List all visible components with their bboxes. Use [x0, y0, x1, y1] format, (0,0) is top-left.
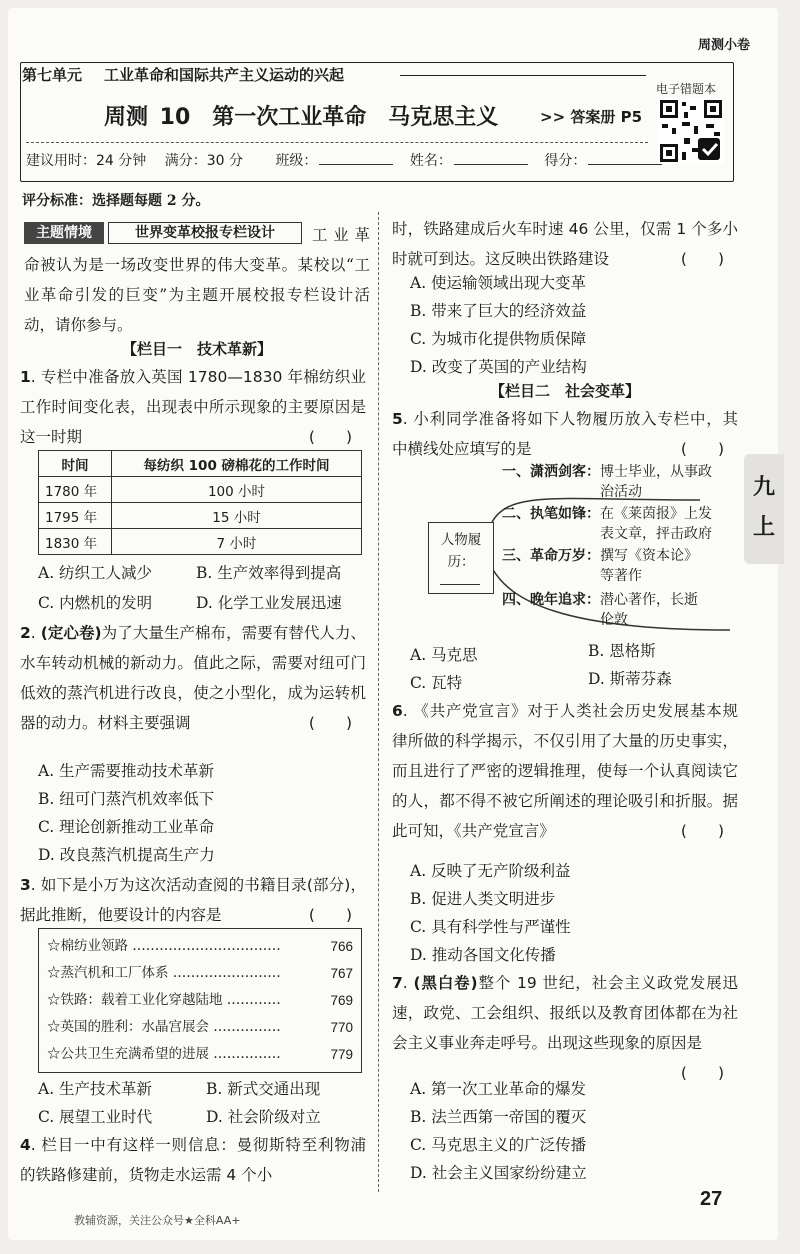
q7-answer-paren[interactable]: ( )	[680, 1064, 724, 1082]
q4-text-part1: 栏目一中有这样一则信息：曼彻斯特至利物浦的铁路修建前，货物走水运需 4 个小	[20, 1136, 366, 1184]
table-cell: 1795 年	[39, 503, 112, 529]
q5-option-a[interactable]: A. 马克思	[410, 646, 478, 664]
table-header-cell: 时间	[39, 451, 112, 477]
unit-heading	[22, 64, 366, 85]
resume-item-text: 撰写《资本论》等著作	[600, 548, 698, 584]
q7-source-tag: (黑白卷)	[413, 974, 478, 992]
q7-text: 整个 19 世纪，社会主义政党发展迅速，政党、工会组织、报纸以及教育团体都在为社会主义事业奔走呼号。出现这些现象的原因是	[392, 974, 738, 1052]
q4-option-c[interactable]: C. 为城市化提供物质保障	[410, 330, 587, 348]
book-page: 767	[330, 966, 353, 981]
list-item	[47, 1041, 353, 1068]
q1-option-c[interactable]: C. 内燃机的发明	[38, 594, 153, 612]
q3-option-b[interactable]: B. 新式交通出现	[206, 1080, 321, 1098]
column-divider	[378, 212, 379, 1192]
q6-option-c[interactable]: C. 具有科学性与严谨性	[410, 918, 571, 936]
q5-answer-paren[interactable]: ( )	[680, 440, 724, 458]
time-info: 建议用时：24 分钟	[26, 153, 147, 169]
q2-answer-paren[interactable]: ( )	[308, 714, 352, 732]
q6-option-a[interactable]: A. 反映了无产阶级利益	[410, 862, 571, 880]
scoring-rule: 评分标准：选择题每题 2 分。	[22, 193, 210, 209]
q7-option-b[interactable]: B. 法兰西第一帝国的覆灭	[410, 1108, 587, 1126]
table-cell: 1780 年	[39, 477, 112, 503]
q4-option-d[interactable]: D. 改变了英国的产业结构	[410, 358, 587, 376]
score-info: 满分：30 分	[164, 153, 243, 169]
class-field[interactable]	[319, 164, 393, 165]
section-heading-2: 【栏目二 社会变革】	[489, 382, 640, 400]
qr-label: 电子错题本	[656, 82, 717, 96]
q4-answer-paren[interactable]: ( )	[680, 250, 724, 268]
book-catalog	[38, 928, 362, 1073]
q3-answer-paren[interactable]: ( )	[308, 906, 352, 924]
book-page: 779	[330, 1047, 353, 1062]
q2-option-d[interactable]: D. 改良蒸汽机提高生产力	[38, 846, 215, 864]
question-7: 7. (黑白卷)整个 19 世纪，社会主义政党发展迅速，政党、工会组织、报纸以及教育团体都在为社会主义事业奔走呼号。出现这些现象的原因是 ( )	[392, 968, 738, 1088]
q2-source-tag: (定心卷)	[40, 624, 102, 642]
q2-option-a[interactable]: A. 生产需要推动技术革新	[38, 762, 215, 780]
q6-option-d[interactable]: D. 推动各国文化传播	[410, 946, 556, 964]
book-page: 769	[330, 993, 353, 1008]
q1-answer-paren[interactable]: ( )	[308, 428, 352, 446]
q1-option-b[interactable]: B. 生产效率得到提高	[196, 564, 342, 582]
resume-item-3	[502, 546, 700, 586]
q5-option-b[interactable]: B. 恩格斯	[588, 642, 656, 660]
q4-number: 4	[20, 1136, 31, 1154]
table-header-cell: 每纺织 100 磅棉花的工作时间	[112, 451, 362, 477]
q5-option-d[interactable]: D. 斯蒂芬森	[588, 670, 672, 688]
q2-option-c[interactable]: C. 理论创新推动工业革命	[38, 818, 215, 836]
list-item	[47, 960, 353, 987]
table-row	[39, 477, 362, 503]
table-cell: 100 小时	[112, 477, 362, 503]
question-2: 2. (定心卷)为了大量生产棉布，需要有替代人力、水车转动机械的新动力。值此之际，需要对纽可门低效的蒸汽机进行改良，使之小型化，成为运转机器的动力。材料主要强调 ( )	[20, 618, 366, 738]
q3-number: 3	[20, 876, 31, 894]
book-title: ☆棉纺业领路 ……………………………	[47, 938, 281, 954]
q6-answer-paren[interactable]: ( )	[680, 822, 724, 840]
q4-option-a[interactable]: A. 使运输领域出现大变革	[410, 274, 587, 292]
resume-item-heading: 二、执笔如锋：	[502, 506, 600, 522]
name-field[interactable]	[454, 164, 528, 165]
question-5: 5. 小利同学准备将如下人物履历放入专栏中，其中横线处应填写的是 ( )	[392, 404, 738, 464]
q2-text: 为了大量生产棉布，需要有替代人力、水车转动机械的新动力。值此之际，需要对纽可门低效的蒸汽机进行改良，使之小型化，成为运转机器的动力。材料主要强调	[20, 624, 367, 732]
series-label: 周测小卷	[697, 38, 750, 53]
resume-blank-line[interactable]	[440, 584, 480, 585]
answer-reference: >> 答案册 P5	[540, 108, 643, 126]
q5-option-c[interactable]: C. 瓦特	[410, 674, 463, 692]
table-row	[39, 503, 362, 529]
q1-text: 专栏中准备放入英国 1780—1830 年棉纺织业工作时间变化表，出现表中所示现象的主要原因是这一时期	[20, 368, 367, 446]
q5-number: 5	[392, 410, 403, 428]
q7-option-d[interactable]: D. 社会主义国家纷纷建立	[410, 1164, 587, 1182]
q1-table	[38, 450, 362, 555]
got-label: 得分：	[544, 153, 587, 169]
q1-number: 1	[20, 368, 31, 386]
table-cell: 1830 年	[39, 529, 112, 555]
grade-side-tab	[744, 454, 784, 564]
q4-option-b[interactable]: B. 带来了巨大的经济效益	[410, 302, 587, 320]
table-cell: 15 小时	[112, 503, 362, 529]
q6-option-b[interactable]: B. 促进人类文明进步	[410, 890, 556, 908]
name-label: 姓名：	[409, 153, 452, 169]
resume-item-heading: 一、潇洒剑客：	[502, 464, 600, 480]
question-3: 3. 如下是小万为这次活动查阅的书籍目录(部分)，据此推断，他要设计的内容是 ( )	[20, 870, 366, 930]
theme-name: 世界变革校报专栏设计	[108, 222, 302, 244]
q4-text-part2: 时，铁路建成后火车时速 46 公里，仅需 1 个多小时就可到达。这反映出铁路建设	[392, 220, 738, 268]
score-field[interactable]	[588, 164, 662, 165]
q1-option-d[interactable]: D. 化学工业发展迅速	[196, 594, 342, 612]
resume-item-4	[502, 590, 700, 630]
book-title: ☆公共卫生充满希望的进展 ……………	[47, 1046, 281, 1062]
question-1: 1. 专栏中准备放入英国 1780—1830 年棉纺织业工作时间变化表，出现表中所示现象的主要原因是这一时期 ( )	[20, 362, 366, 452]
resume-item-text: 博士毕业，从事政治活动	[600, 464, 712, 500]
resume-item-heading: 三、革命万岁：	[502, 548, 600, 564]
class-label: 班级：	[275, 153, 318, 169]
q6-text: 《共产党宣言》对于人类社会历史发展基本规律所做的科学揭示，不仅引用了大量的历史事实，而且进行了严密的逻辑推理，使每一个认真阅读它的人，都不得不被它所阐述的理论吸引和折服。据此可知，《共产党宣言》	[392, 702, 738, 840]
info-row	[26, 150, 674, 170]
question-6: 6. 《共产党宣言》对于人类社会历史发展基本规律所做的科学揭示，不仅引用了大量的历史事实，而且进行了严密的逻辑推理，使每一个认真阅读它的人，都不得不被它所阐述的理论吸引和折服。据此可知，《共产党宣言》 ( )	[392, 696, 738, 846]
table-cell: 7 小时	[112, 529, 362, 555]
resume-item-2	[502, 504, 720, 544]
section-heading-1: 【栏目一 技术革新】	[121, 340, 272, 358]
book-title: ☆英国的胜利：水晶宫展会 ……………	[47, 1019, 281, 1035]
unit-number: 第七单元	[22, 66, 83, 84]
q5-text: 小利同学准备将如下人物履历放入专栏中，其中横线处应填写的是	[392, 410, 738, 458]
list-item	[47, 1014, 353, 1041]
q7-option-a[interactable]: A. 第一次工业革命的爆发	[410, 1080, 587, 1098]
q7-number: 7	[392, 974, 403, 992]
unit-rule	[400, 75, 646, 76]
question-4-continued	[392, 214, 738, 274]
q3-option-d[interactable]: D. 社会阶级对立	[206, 1108, 321, 1126]
theme-tag: 主题情境	[24, 222, 104, 244]
q3-option-a[interactable]: A. 生产技术革新	[38, 1080, 153, 1098]
header-divider	[26, 142, 648, 143]
resume-item-1	[502, 462, 720, 502]
resume-item-text: 在《莱茵报》上发表文章，抨击政府	[600, 506, 712, 542]
list-item	[47, 987, 353, 1014]
unit-title: 工业革命和国际共产主义运动的兴起	[104, 66, 345, 84]
q3-text: 如下是小万为这次活动查阅的书籍目录(部分)，据此推断，他要设计的内容是	[20, 876, 366, 924]
resume-person-label: 人物履历：	[440, 532, 482, 570]
question-4-start: 4. 栏目一中有这样一则信息：曼彻斯特至利物浦的铁路修建前，货物走水运需 4 个小	[20, 1136, 366, 1184]
q7-option-c[interactable]: C. 马克思主义的广泛传播	[410, 1136, 587, 1154]
table-row	[39, 529, 362, 555]
book-title: ☆铁路：载着工业化穿越陆地 …………	[47, 992, 281, 1008]
q2-option-b[interactable]: B. 纽可门蒸汽机效率低下	[38, 790, 215, 808]
list-item	[47, 933, 353, 960]
footer-text: 教辅资源，关注公众号★全科AA+	[74, 1214, 241, 1227]
resume-item-text: 潜心著作，长逝伦敦	[600, 592, 698, 628]
page-title: 周测 10 第一次工业革命 马克思主义	[104, 105, 499, 130]
q1-option-a[interactable]: A. 纺织工人减少	[38, 564, 153, 582]
book-title: ☆蒸汽机和工厂体系 ……………………	[47, 965, 281, 981]
q6-number: 6	[392, 702, 403, 720]
page-number: 27	[700, 1188, 723, 1210]
grade-label: 九上	[752, 475, 775, 540]
theme-intro: 工业革命被认为是一场改变世界的伟大变革。某校以“工业革命引发的巨变”为主题开展校报专栏设计活动，请你参与。	[24, 226, 370, 334]
q2-number: 2	[20, 624, 31, 642]
resume-item-heading: 四、晚年追求：	[502, 592, 600, 608]
q3-option-c[interactable]: C. 展望工业时代	[38, 1108, 153, 1126]
book-page: 766	[330, 939, 353, 954]
book-page: 770	[330, 1020, 353, 1035]
table-header-row	[39, 451, 362, 477]
